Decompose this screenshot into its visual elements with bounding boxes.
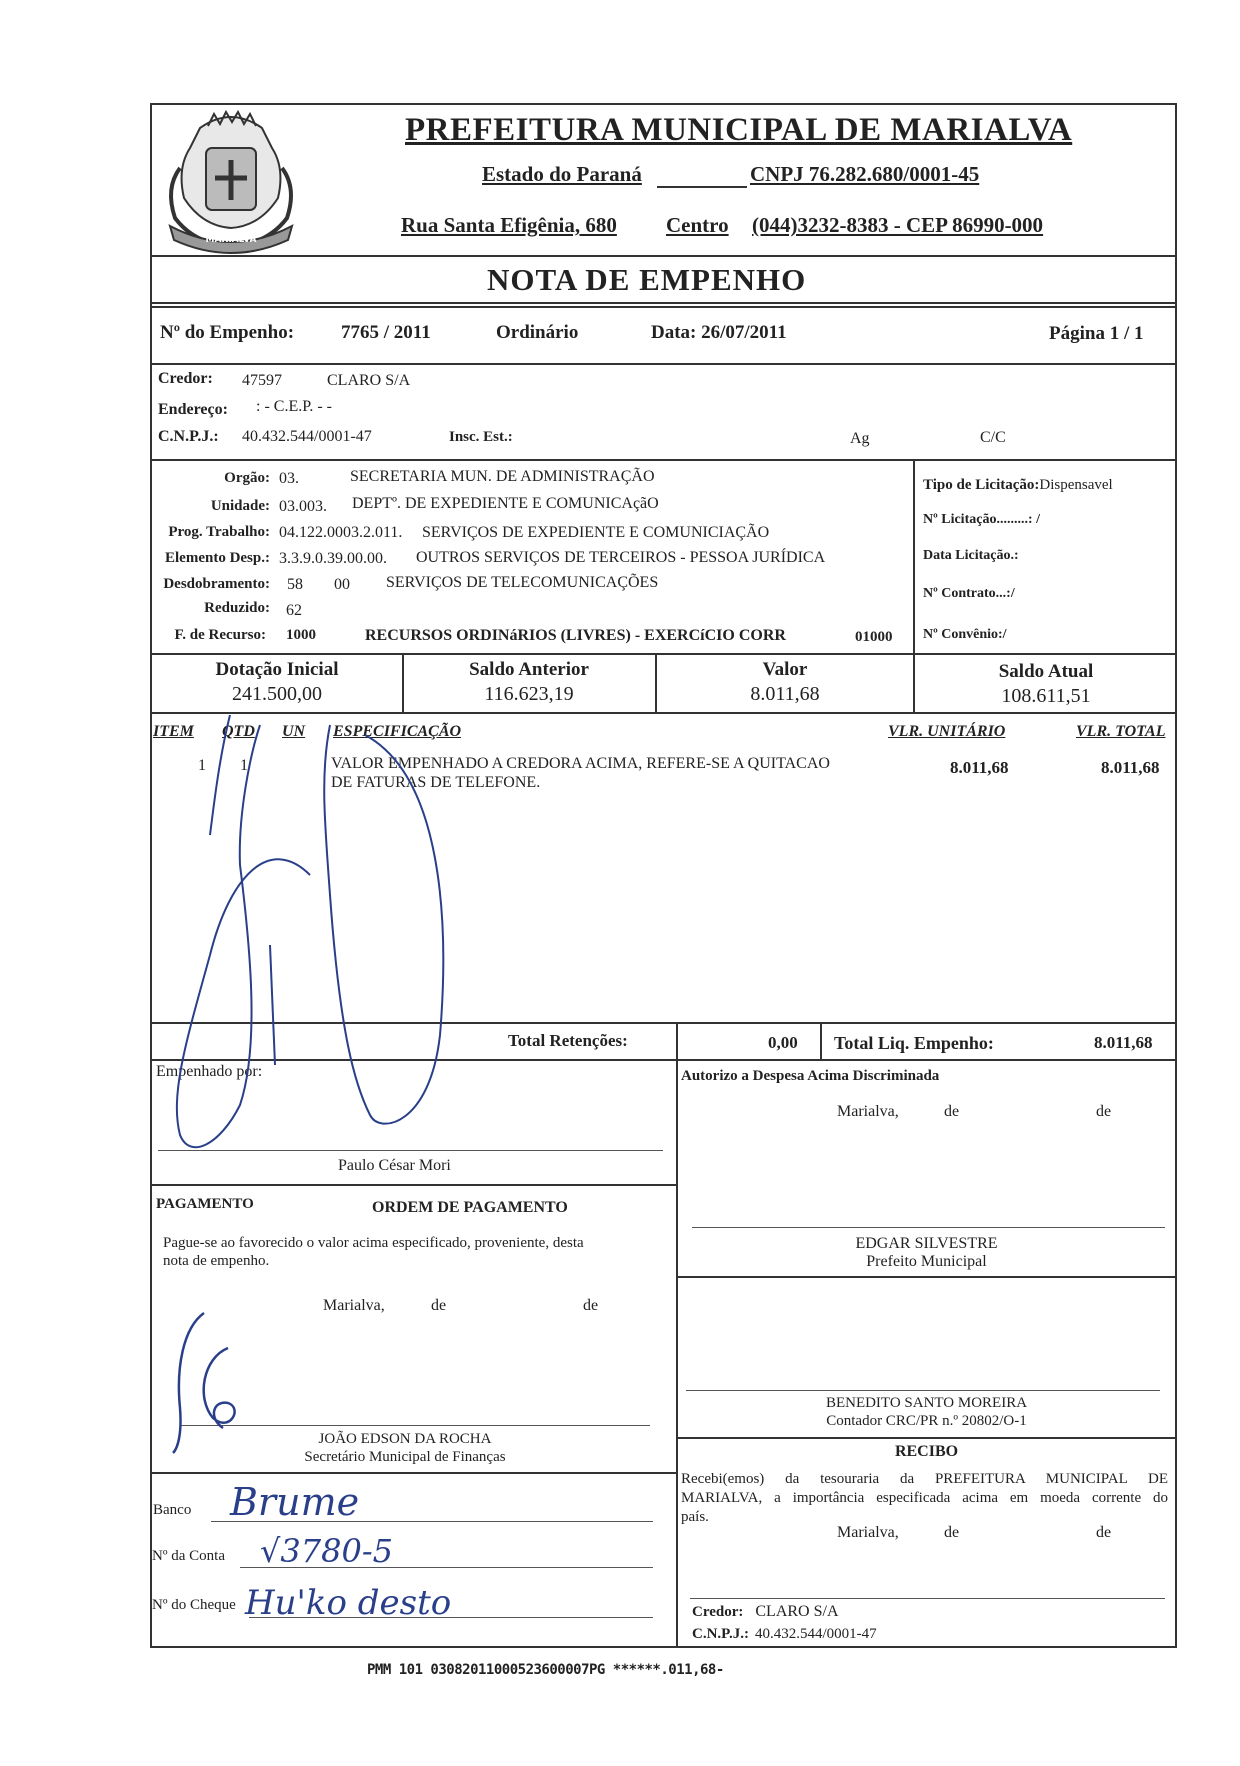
cnpj-header: CNPJ 76.282.680/0001-45 [750, 162, 980, 186]
prog-label: Prog. Trabalho: [168, 524, 270, 540]
dotacao-value: 241.500,00 [232, 683, 322, 705]
desd-desc: SERVIÇOS DE TELECOMUNICAÇÕES [386, 574, 659, 591]
address-label: Endereço: [158, 401, 228, 418]
empenho-date: Data: 26/07/2011 [651, 322, 787, 343]
cc-label: C/C [980, 429, 1006, 446]
cnpj-label: C.N.P.J.: [158, 428, 219, 445]
phone-cep: (044)3232-8383 - CEP 86990-000 [752, 213, 1044, 237]
total-liq-label: Total Liq. Empenho: [834, 1033, 994, 1053]
pagamento-de1: de [431, 1297, 447, 1314]
autorizo-city: Marialva, [837, 1103, 899, 1120]
banco-line [211, 1521, 653, 1522]
recibo-text-line2: MARIALVA, a importância especificada acima em moeda corrente do [681, 1490, 1168, 1506]
divider [150, 302, 1177, 304]
divider [150, 653, 1177, 655]
convenio-number: Nº Convênio:/ [923, 627, 1007, 642]
retencoes-value: 0,00 [768, 1033, 798, 1052]
recurso-desc: RECURSOS ORDINáRIOS (LIVRES) - EXERCíCIO CORR [365, 627, 786, 644]
recibo-title: RECIBO [894, 1443, 959, 1460]
mayor-name: EDGAR SILVESTRE [855, 1235, 998, 1252]
handwritten-cheque: Hu'ko desto [245, 1583, 452, 1623]
item-desc-line2: DE FATURAS DE TELEFONE. [331, 774, 541, 791]
recibo-credor [692, 1603, 839, 1621]
mayor-role: Prefeito Municipal [866, 1253, 987, 1270]
saldo-atual-label: Saldo Atual [998, 661, 1094, 682]
desd-code: 58 [287, 576, 303, 593]
autorizo-de2: de [1096, 1103, 1112, 1120]
col-especificacao: ESPECIFICAÇÃO [333, 723, 462, 740]
accountant-name: BENEDITO SANTO MOREIRA [825, 1395, 1028, 1411]
item-unit-value: 8.011,68 [950, 758, 1009, 777]
footer-code: PMM 101 03082011000523600007PG ******.011,68- [367, 1662, 724, 1678]
signature-line [690, 1598, 1165, 1599]
divider [150, 1059, 1177, 1061]
col-qtd: QTD [222, 723, 255, 740]
handwritten-account: √3780-5 [260, 1532, 393, 1570]
pagamento-label: PAGAMENTO [156, 1196, 254, 1212]
recurso-code: 1000 [286, 627, 316, 643]
contract-number: Nº Contrato...:/ [923, 586, 1015, 601]
secretary-role: Secretário Municipal de Finanças [304, 1449, 506, 1465]
unidade-desc: DEPTº. DE EXPEDIENTE E COMUNICAçãO [352, 495, 659, 512]
conta-label: Nº da Conta [152, 1548, 225, 1564]
divider [913, 459, 915, 653]
divider [820, 1022, 822, 1059]
signature-line [692, 1227, 1165, 1228]
divider [676, 1059, 678, 1648]
empenho-type: Ordinário [496, 322, 579, 343]
valor-value: 8.011,68 [750, 683, 820, 705]
divider [676, 1022, 678, 1059]
seal-text: MARIALVA [205, 235, 257, 245]
total-liq-value: 8.011,68 [1094, 1033, 1153, 1052]
address: Rua Santa Efigênia, 680 [401, 213, 617, 237]
pagamento-city: Marialva, [323, 1297, 385, 1314]
empenhado-name: Paulo César Mori [338, 1157, 451, 1174]
recibo-cnpj [692, 1625, 877, 1643]
pagamento-text-line2: nota de empenho. [163, 1253, 270, 1269]
recibo-credor-label: Credor: [692, 1604, 744, 1620]
empenho-number: 7765 / 2011 [341, 322, 431, 343]
recurso-num: 01000 [855, 629, 893, 645]
unidade-label: Unidade: [210, 498, 270, 514]
item-qty: 1 [240, 757, 248, 774]
pagamento-de2: de [583, 1297, 599, 1314]
licitacao-date: Data Licitação.: [923, 548, 1019, 563]
desd-label: Desdobramento: [163, 576, 270, 592]
secretary-name: JOÃO EDSON DA ROCHA [318, 1431, 492, 1447]
divider [150, 1022, 1177, 1024]
elem-label: Elemento Desp.: [165, 550, 270, 566]
item-total-value: 8.011,68 [1101, 758, 1160, 777]
empenho-number-label: Nº do Empenho: [160, 322, 295, 343]
page-title: PREFEITURA MUNICIPAL DE MARIALVA [405, 112, 1073, 148]
divider [676, 1437, 1177, 1439]
divider [150, 459, 1177, 461]
recibo-text-line3: país. [681, 1509, 709, 1525]
elem-desc: OUTROS SERVIÇOS DE TERCEIROS - PESSOA JURÍDICA [416, 549, 826, 566]
col-vlr-unitario: VLR. UNITÁRIO [888, 723, 1006, 740]
state-underline [657, 162, 747, 188]
conta-line [240, 1567, 653, 1568]
retencoes-label: Total Retenções: [508, 1031, 628, 1050]
dotacao-label: Dotação Inicial [215, 659, 339, 680]
autorizo-de1: de [944, 1103, 960, 1120]
divider [676, 1276, 1177, 1278]
divider [150, 306, 1177, 308]
saldo-atual-value: 108.611,51 [1001, 685, 1091, 707]
item-number: 1 [198, 757, 206, 774]
saldo-anterior-value: 116.623,19 [484, 683, 574, 705]
credor-name: CLARO S/A [327, 372, 411, 389]
cheque-line [249, 1617, 653, 1618]
pagamento-text-line1: Pague-se ao favorecido o valor acima especificado, proveniente, desta [163, 1235, 584, 1251]
orgao-desc: SECRETARIA MUN. DE ADMINISTRAÇÃO [350, 468, 655, 485]
recurso-label: F. de Recurso: [174, 627, 266, 643]
ag-label: Ag [850, 430, 870, 447]
coat-of-arms-seal [160, 108, 302, 256]
licitacao-type-label: Tipo de Licitação: [923, 477, 1040, 493]
doc-title: NOTA DE EMPENHO [487, 262, 807, 297]
unidade-code: 03.003. [279, 498, 327, 515]
desd-sub: 00 [334, 576, 350, 593]
cheque-label: Nº do Cheque [152, 1597, 236, 1613]
divider [150, 1184, 676, 1186]
accountant-role: Contador CRC/PR n.º 20802/O-1 [826, 1413, 1027, 1429]
recibo-de2: de [1096, 1524, 1112, 1541]
recibo-cnpj-value: 40.432.544/0001-47 [754, 1626, 877, 1642]
recibo-de1: de [944, 1524, 960, 1541]
col-un: UN [282, 723, 306, 740]
signature-line [180, 1425, 650, 1426]
state-name: Estado do Paraná [482, 162, 642, 186]
credor-code: 47597 [242, 372, 282, 389]
licitacao-type-value: Dispensavel [1039, 477, 1113, 493]
recibo-credor-name: CLARO S/A [755, 1603, 839, 1620]
credor-cnpj: 40.432.544/0001-47 [242, 428, 372, 445]
signature-line [686, 1390, 1160, 1391]
signature-line [158, 1150, 663, 1151]
item-desc-line1: VALOR EMPENHADO A CREDORA ACIMA, REFERE-SE A QUITACAO [331, 755, 830, 772]
credor-address: : - C.E.P. - - [256, 398, 332, 415]
divider [150, 363, 1177, 365]
orgao-label: Orgão: [224, 470, 270, 486]
prog-desc: SERVIÇOS DE EXPEDIENTE E COMUNICIAÇÃO [422, 524, 770, 541]
divider [150, 712, 1177, 714]
recibo-text-line1: Recebi(emos) da tesouraria da PREFEITURA MUNICIPAL DE [681, 1471, 1168, 1487]
licitacao-number: Nº Licitação.........: / [923, 512, 1040, 527]
recibo-city: Marialva, [837, 1524, 899, 1541]
insc-label: Insc. Est.: [449, 429, 513, 445]
prog-code: 04.122.0003.2.011. [279, 524, 403, 541]
recibo-cnpj-label: C.N.P.J.: [692, 1626, 749, 1642]
orgao-code: 03. [279, 470, 299, 487]
saldo-anterior-label: Saldo Anterior [469, 659, 589, 680]
empenhado-label: Empenhado por: [156, 1063, 263, 1080]
reduzido-value: 62 [286, 602, 302, 619]
divider [150, 1472, 676, 1474]
col-vlr-total: VLR. TOTAL [1076, 723, 1166, 740]
handwritten-bank: Brume [230, 1480, 360, 1524]
district: Centro [666, 213, 729, 237]
credor-label: Credor: [158, 370, 213, 387]
col-item: ITEM [153, 723, 194, 740]
elem-code: 3.3.9.0.39.00.00. [279, 550, 387, 567]
reduzido-label: Reduzido: [204, 600, 270, 616]
ordem-pagamento-label: ORDEM DE PAGAMENTO [372, 1199, 568, 1216]
valor-label: Valor [762, 659, 808, 680]
licitacao-type [923, 476, 1113, 494]
page-number: Página 1 / 1 [1049, 323, 1144, 344]
banco-label: Banco [153, 1502, 192, 1518]
autorizo-label: Autorizo a Despesa Acima Discriminada [681, 1068, 940, 1084]
divider [150, 255, 1177, 257]
